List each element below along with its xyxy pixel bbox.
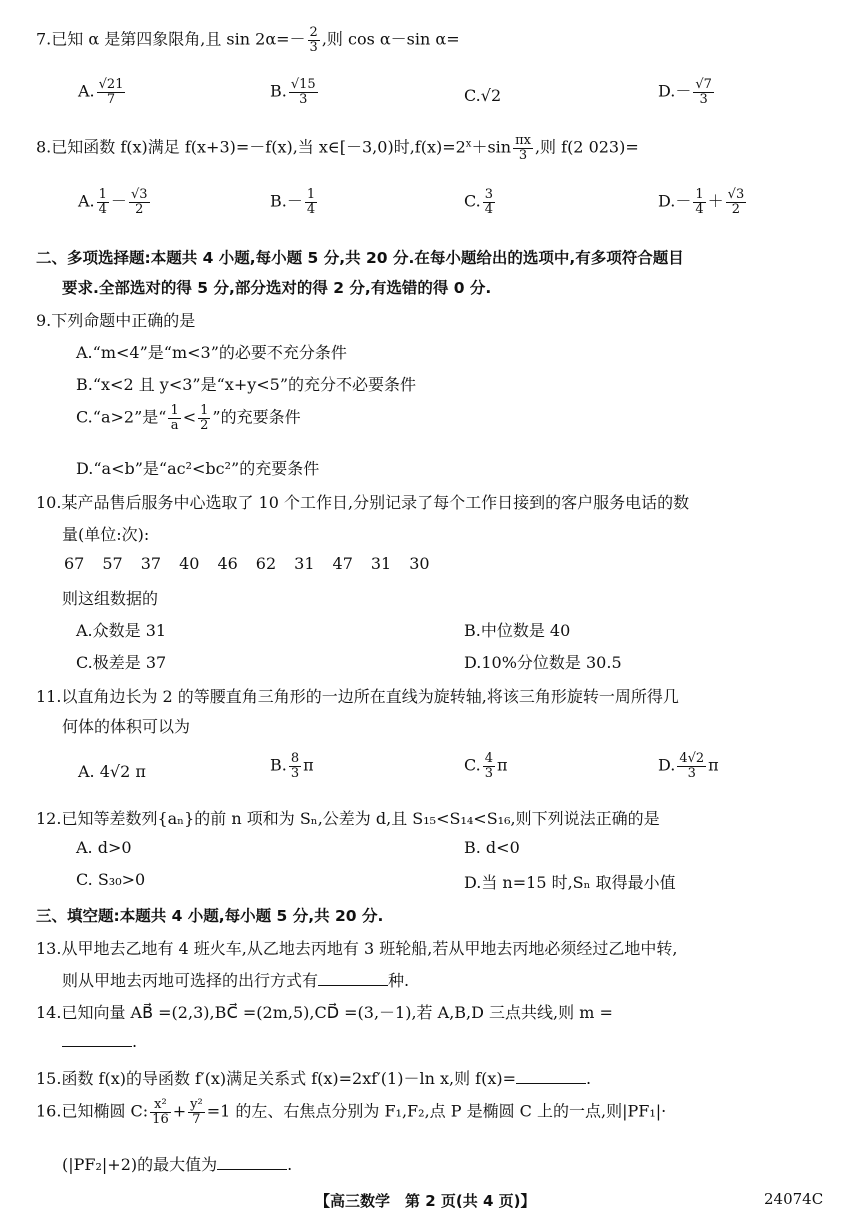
q11-option-a: A. 4√2 π	[78, 762, 146, 781]
q13-answer-blank[interactable]	[318, 971, 388, 986]
question-15: 15.函数 f(x)的导函数 f′(x)满足关系式 f(x)=2xf′(1)－ln x,则 f(x)= .	[36, 1069, 592, 1088]
question-12-stem: 12.已知等差数列{aₙ}的前 n 项和为 Sₙ,公差为 d,且 S₁₅<S₁₄<S₁₆,则下列说法正确的是	[36, 809, 660, 828]
data-value: 30	[409, 554, 430, 573]
q9-option-a: A.“m<4”是“m<3”的必要不充分条件	[76, 343, 347, 362]
question-14-line-2: .	[62, 1032, 137, 1051]
question-10-line-2: 量(单位:次):	[62, 525, 150, 544]
q15-answer-blank[interactable]	[516, 1069, 586, 1084]
q7-option-b: B. $\frac{√15}{3}$	[270, 77, 316, 107]
question-16-line-2: (|PF₂|+2)的最大值为 .	[62, 1155, 293, 1174]
q12-option-c: C. S₃₀>0	[76, 870, 146, 889]
q7-option-a: A. $\frac{√21}{7}$	[78, 77, 124, 107]
question-9-stem: 9.下列命题中正确的是	[36, 311, 196, 330]
question-7-stem	[36, 26, 460, 54]
q14-answer-blank[interactable]	[62, 1032, 132, 1047]
data-value: 37	[140, 554, 162, 573]
data-value: 31	[294, 554, 315, 573]
q10-option-a: A.众数是 31	[76, 621, 167, 640]
q7-fraction: $\frac{2}{3}$	[309, 25, 318, 55]
exam-code: 24074C	[764, 1190, 824, 1208]
data-value: 62	[255, 554, 277, 573]
question-11-line-2: 何体的体积可以为	[62, 717, 191, 736]
question-13-line-1: 13.从甲地去乙地有 4 班火车,从乙地去丙地有 3 班轮船,若从甲地去丙地必须经过乙地中转,	[36, 939, 678, 958]
data-value: 46	[217, 554, 238, 573]
q12-option-d: D.当 n=15 时,Sₙ 取得最小值	[464, 873, 676, 892]
q7-option-d: D.－ $\frac{√7}{3}$	[658, 77, 712, 107]
section-2-heading-cont: 要求.全部选对的得 5 分,部分选对的得 2 分,有选错的得 0 分.	[62, 279, 492, 297]
question-11-line-1: 11.以直角边长为 2 的等腰直角三角形的一边所在直线为旋转轴,将该三角形旋转一周所得几	[36, 687, 679, 706]
question-16-line-1: 16.已知椭圆 C: $\frac{\text{x²}}{16}$ + $\frac{\text{y²}}{7}$ =1 的左、右焦点分别为 F₁,F₂,点 P 是椭圆 C 上的一点,则|PF₁|·	[36, 1097, 667, 1127]
q11-option-d: D. $\frac{4√2}{3}$ π	[658, 751, 719, 781]
section-3-heading: 三、填空题:本题共 4 小题,每小题 5 分,共 20 分.	[36, 907, 384, 925]
q8-option-c: C. $\frac{3}{4}$	[464, 187, 494, 217]
q8-option-d: D.－ $\frac{1}{4}$ ＋ $\frac{√3}{2}$	[658, 187, 745, 217]
question-8-stem: 8.已知函数 f(x)满足 f(x+3)=－f(x),当 x∈[－3,0)时$,f(x)=2^x+\sin$ $\frac{\pi x}{3}$ ,则 f(2 023)=	[36, 133, 639, 163]
question-10-line-1: 10.某产品售后服务中心选取了 10 个工作日,分别记录了每个工作日接到的客户服务电话的数	[36, 493, 690, 512]
data-value: 31	[370, 554, 392, 573]
q12-option-b: B. d<0	[464, 838, 520, 857]
q10-data-row	[64, 554, 448, 573]
q10-option-b: B.中位数是 40	[464, 621, 571, 640]
q9-option-b: B.“x<2 且 y<3”是“x+y<5”的充分不必要条件	[76, 375, 417, 394]
data-value: 40	[179, 554, 200, 573]
question-13-line-2: 则从甲地去丙地可选择的出行方式有 种.	[62, 971, 410, 990]
q11-option-b: B. $\frac{8}{3}$ π	[270, 751, 314, 781]
q16-answer-blank[interactable]	[217, 1155, 287, 1170]
q10-option-d: D.10%分位数是 30.5	[464, 653, 622, 672]
q7-stem-text: 7.已知 α 是第四象限角,且 sin 2α=－	[36, 29, 306, 49]
page-footer: 【高三数学 第 2 页(共 4 页)】	[315, 1192, 536, 1210]
q7-tail: ,则 cos α－sin α=	[321, 29, 460, 49]
data-value: 47	[332, 554, 353, 573]
question-10-line-3: 则这组数据的	[62, 589, 159, 608]
section-2-heading: 二、多项选择题:本题共 4 小题,每小题 5 分,共 20 分.在每小题给出的选项中,有多项符合题目	[36, 249, 684, 267]
data-value: 67	[64, 554, 85, 573]
q10-option-c: C.极差是 37	[76, 653, 167, 672]
q11-option-c: C. $\frac{4}{3}$ π	[464, 751, 508, 781]
data-value: 57	[102, 554, 123, 573]
q8-option-b: B.－ $\frac{1}{4}$	[270, 187, 316, 217]
q9-option-c: C.“a>2”是“ $\frac{1}{a}$ < $\frac{1}{2}$ ”的充要条件	[76, 403, 301, 433]
q9-option-d: D.“a<b”是“ac²<bc²”的充要条件	[76, 459, 320, 478]
q12-option-a: A. d>0	[76, 838, 132, 857]
q7-option-c: C.√2	[464, 86, 502, 105]
question-14-line-1: 14.已知向量 AB⃗ =(2,3),BC⃗ =(2m,5),CD⃗ =(3,－1),若 A,B,D 三点共线,则 m =	[36, 1003, 613, 1022]
q8-option-a: A. $\frac{1}{4}$ － $\frac{√3}{2}$	[78, 187, 148, 217]
